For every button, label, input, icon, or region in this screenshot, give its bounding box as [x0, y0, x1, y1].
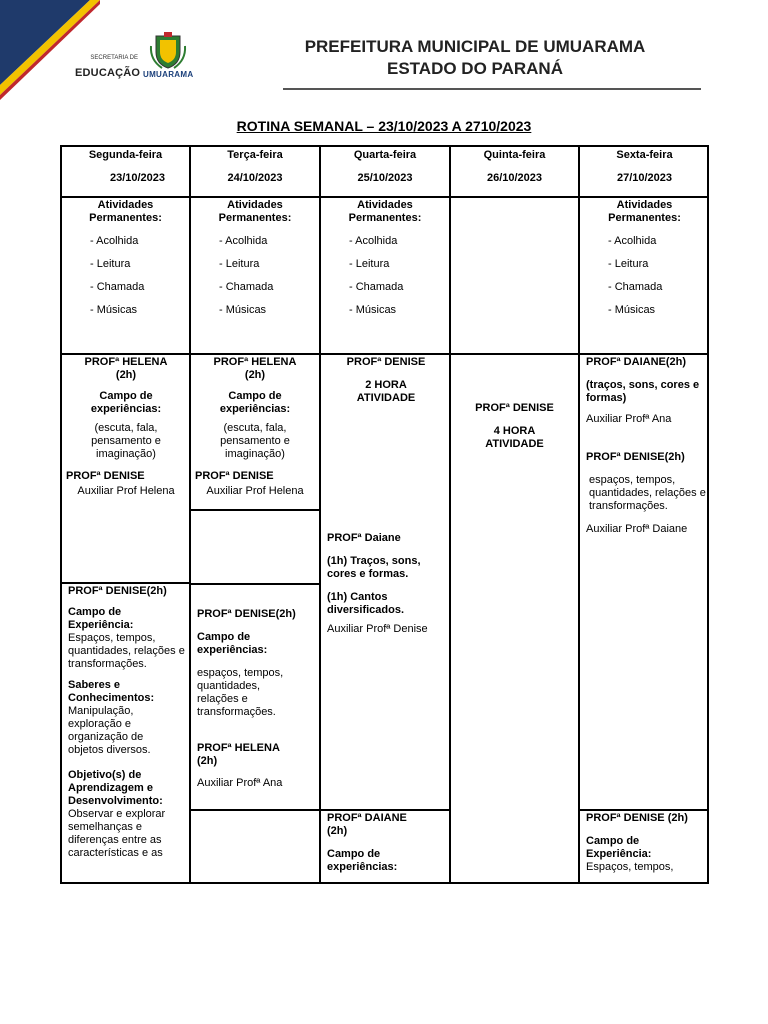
thursday-block-a [451, 402, 578, 451]
friday-block-b [586, 812, 706, 874]
row-divider [191, 583, 321, 585]
row-divider [191, 509, 321, 511]
teacher-name: PROFª DENISE [66, 470, 145, 482]
permanent-title: Atividades [616, 199, 673, 211]
day-header-monday [62, 149, 189, 185]
wednesday-block-a [325, 356, 447, 405]
objective-description: Observar e explorar semelhanças e diferenças entre as características e as [68, 808, 166, 859]
field-description: (escuta, fala, pensamento e imaginação) [91, 422, 161, 460]
schedule-table [60, 145, 709, 884]
teacher-title: PROFª HELENA (2h) [197, 742, 280, 767]
activity-item: - Acolhida [219, 235, 268, 247]
day-name: Segunda-feira [88, 149, 163, 161]
assistant-label: Auxiliar Profª Ana [586, 413, 672, 425]
monday-block-a [66, 356, 186, 498]
teacher-title: PROFª DENISE(2h) [197, 608, 296, 620]
day-date: 24/10/2023 [227, 172, 283, 184]
field-description: Espaços, tempos, [586, 861, 674, 873]
day-date: 23/10/2023 [109, 172, 166, 184]
activity-item: - Leitura [90, 258, 131, 270]
teacher-title: PROFª DENISE (2h) [586, 812, 688, 824]
logo-area [70, 30, 210, 90]
teacher-title: PROFª DAIANE (2h) [327, 812, 407, 837]
day-name: Terça-feira [227, 149, 283, 161]
tuesday-block-b [197, 608, 315, 790]
header-rule [283, 88, 701, 90]
activity-item: - Músicas [608, 304, 656, 316]
tuesday-block-a [195, 356, 315, 498]
wednesday-block-b [327, 812, 447, 874]
permanent-title: Permanentes: [89, 212, 162, 224]
activity-item: - Chamada [90, 281, 145, 293]
field-title: Campo de experiências: [219, 390, 291, 415]
day-name: Quarta-feira [353, 149, 417, 161]
activity-item: - Músicas [219, 304, 267, 316]
activity-item: - Leitura [219, 258, 260, 270]
day-date: 26/10/2023 [486, 172, 543, 184]
activity-item: - Acolhida [349, 235, 398, 247]
teacher-title: PROFª DENISE(2h) [68, 585, 167, 597]
saberes-description: Manipulação, exploração e organização de objetos diversos. [68, 705, 151, 756]
header-title-line2: ESTADO DO PARANÁ [387, 59, 563, 78]
assistant-label: Auxiliar Prof Helena [77, 485, 175, 497]
activity-item: - Leitura [349, 258, 390, 270]
column-divider [449, 147, 451, 882]
permanent-title: Permanentes: [348, 212, 422, 224]
teacher-title: PROFª DENISE(2h) [586, 451, 685, 463]
permanent-activities-friday [580, 199, 709, 327]
activity-item: - Leitura [608, 258, 649, 270]
assistant-label: Auxiliar Profª Ana [197, 777, 283, 789]
day-date: 27/10/2023 [616, 172, 673, 184]
hour-activity: 4 HORA ATIVIDADE [485, 425, 544, 450]
day-header-thursday [451, 149, 578, 185]
monday-block-b [68, 585, 186, 860]
teacher-title: PROFª HELENA (2h) [84, 356, 168, 381]
row-divider [191, 809, 449, 811]
permanent-activities-wednesday [321, 199, 449, 327]
educacao-label: EDUCAÇÃO [75, 67, 141, 79]
field-description: (escuta, fala, pensamento e imaginação) [220, 422, 290, 460]
permanent-title: Atividades [227, 199, 283, 211]
activity-item: - Chamada [219, 281, 274, 293]
saberes-title: Saberes e Conhecimentos: [68, 679, 155, 704]
document-title: ROTINA SEMANAL – 23/10/2023 A 2710/2023 [236, 118, 532, 134]
activity-item: - Chamada [349, 281, 404, 293]
row-divider [62, 353, 707, 355]
assistant-label: Auxiliar Profª Denise [327, 623, 428, 635]
permanent-activities-tuesday [191, 199, 319, 327]
wednesday-block-a-lower [327, 532, 447, 636]
city-crest-icon [148, 32, 188, 70]
objective-title: Objetivo(s) de Aprendizagem e Desenvolvimento: [68, 769, 163, 807]
field-title: Campo de experiências: [90, 390, 162, 415]
field-description: espaços, tempos, quantidades, relações e transformações. [197, 667, 284, 718]
day-header-friday [580, 149, 709, 185]
teacher-title: PROFª DENISE [346, 356, 426, 368]
teacher-title: PROFª HELENA (2h) [213, 356, 297, 381]
row-divider [62, 196, 707, 198]
teacher-title: PROFª DENISE [475, 402, 554, 414]
hour-activity: 2 HORA ATIVIDADE [356, 379, 416, 404]
row-divider [580, 809, 707, 811]
teacher-name: PROFª DENISE [195, 470, 274, 482]
day-name: Quinta-feira [483, 149, 546, 161]
activity-item: - Chamada [608, 281, 663, 293]
day-name: Sexta-feira [616, 149, 673, 161]
assistant-label: Auxiliar Profª Daiane [586, 523, 688, 535]
field-title: Campo de Experiência: [68, 606, 134, 631]
permanent-title: Permanentes: [218, 212, 292, 224]
field-title: Campo de experiências: [197, 631, 268, 656]
header-title-line1: PREFEITURA MUNICIPAL DE UMUARAMA [304, 37, 646, 56]
row-divider [62, 582, 191, 584]
permanent-title: Permanentes: [608, 212, 681, 224]
friday-block-a [586, 356, 706, 536]
field-title: Campo de experiências: [327, 848, 398, 873]
teacher-name: PROFª Daiane [327, 532, 401, 544]
activity-item: - Acolhida [90, 235, 139, 247]
day-date: 25/10/2023 [357, 172, 413, 184]
activity-item: (1h) Traços, sons, cores e formas. [327, 555, 421, 580]
field-description: Espaços, tempos, quantidades, relações e transformações. [68, 632, 185, 670]
permanent-title: Atividades [357, 199, 413, 211]
teacher-title: PROFª DAIANE(2h) [586, 356, 687, 368]
day-header-tuesday [191, 149, 319, 185]
assistant-label: Auxiliar Prof Helena [206, 485, 304, 497]
activity-item: - Músicas [90, 304, 138, 316]
day-header-wednesday [321, 149, 449, 185]
field-description: espaços, tempos, quantidades, relações e transformações. [589, 474, 706, 512]
permanent-title: Atividades [97, 199, 154, 211]
city-logo-text: UMUARAMA [143, 70, 194, 79]
activity-item: (1h) Cantos diversificados. [327, 591, 405, 616]
activity-item: - Músicas [349, 304, 397, 316]
field-description: (traços, sons, cores e formas) [586, 379, 700, 404]
field-title: Campo de Experiência: [586, 835, 652, 860]
permanent-activities-monday [62, 199, 189, 327]
secretaria-label: SECRETARIA DE [90, 55, 138, 61]
activity-item: - Acolhida [608, 235, 657, 247]
